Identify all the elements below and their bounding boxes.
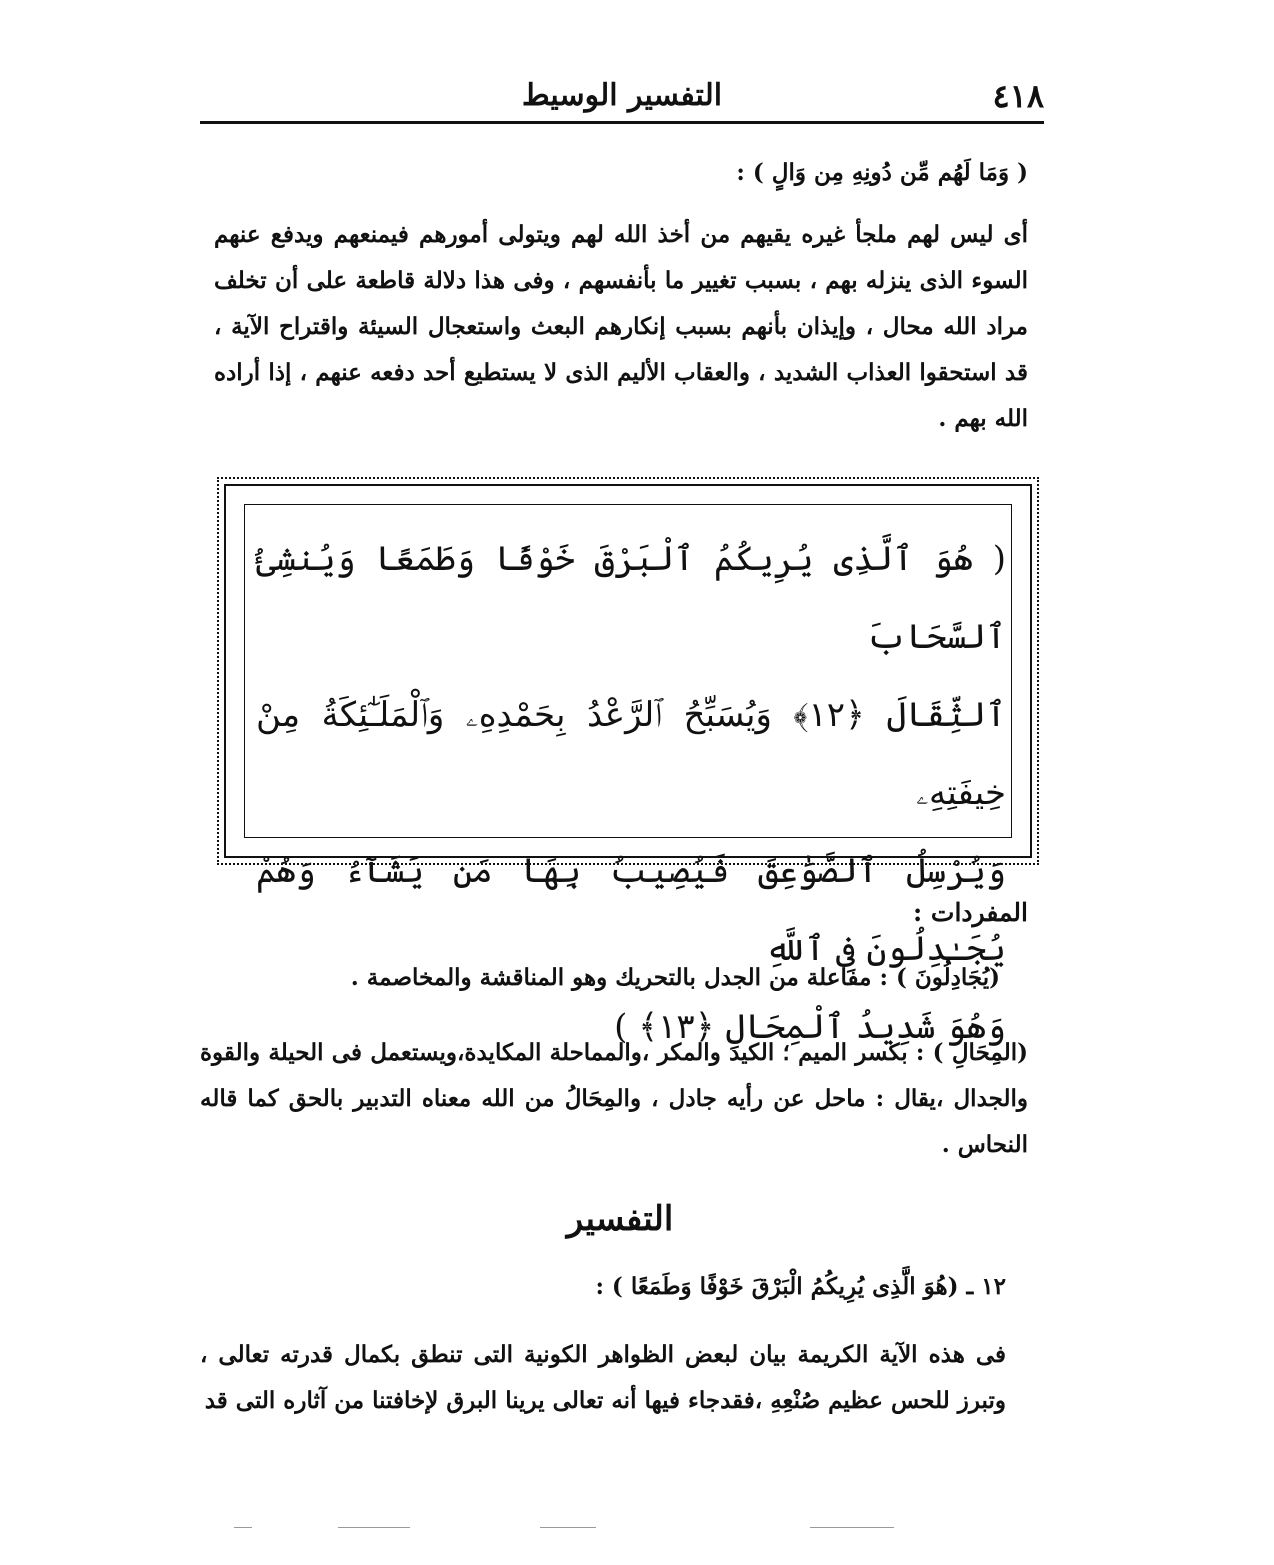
commentary-paragraph: أى ليس لهم ملجأ غيره يقيهم من أخذ الله لهم ويتولى أمورهم فيمنعهم ويدفع عنهم السوء الذى ينزله بهم ، بسبب تغيير ما بأنفسهم ، وفى هذا دلالة قاطعة على أن تخلف مراد الله محال ، وإيذان بأنهم بسبب إنكارهم البعث واستعجال السيئة واقتراح الآية ، قد استحقوا العذاب الشديد ، والعقاب الأليم الذى لا يستطيع أحد دفعه عنهم ، إذا أراده الله بهم .: [214, 221, 1028, 432]
tafsir-heading: التفسير: [566, 1199, 674, 1239]
commentary-quote: ( وَمَا لَهُم مِّن دُونِهِ مِن وَالٍ ) :: [736, 159, 1028, 186]
vocabulary-heading: المفردات :: [912, 898, 1028, 927]
vocabulary-item-mihal: (المِحَالِ ) : بكسر الميم ؛ الكيد والمكر ،والمماحلة المكايدة،ويستعمل فى الحيلة والقوة والجدال ،يقال : ماحل عن رأيه جادل ، والمِحَالُ من الله معناه التدبير بالحق كما قاله النحاس .: [200, 1039, 1028, 1158]
quran-line-3: وَيُرْسِلُ ٱلصَّوَٰعِقَ فَيُصِيبُ بِهَا مَن يَشَآءُ وَهُمْ يُجَـٰدِلُونَ فِى ٱللَّهِ: [256, 851, 1006, 969]
tafsir-paragraph: فى هذه الآية الكريمة بيان لبعض الظواهر الكونية التى تنطق بكمال قدرته تعالى ، وتبرز للحس عظيم صُنْعِهِ ،فقدجاء فيها أنه تعالى يرينا البرق لإخافتنا من آثاره التى قد: [200, 1341, 1006, 1414]
footer-rule: [540, 1527, 596, 1528]
footer-rule: [234, 1527, 252, 1528]
quran-line-4: وَهُوَ شَدِيدُ ٱلْمِحَالِ ﴿١٣﴾ ): [614, 1007, 1006, 1047]
quran-line-1: ( هُوَ ٱلَّذِى يُرِيكُمُ ٱلْبَرْقَ خَوْفًا وَطَمَعًا وَيُنشِئُ ٱلسَّحَابَ: [256, 539, 1006, 657]
quran-line-2: ٱلثِّقَالَ ﴿١٢﴾ وَيُسَبِّحُ ٱلرَّعْدُ بِحَمْدِهِۦ وَٱلْمَلَـٰٓئِكَةُ مِنْ خِيفَتِهِۦ: [256, 695, 1006, 813]
vocabulary-item-yujadilun: (يُجَادِلُونَ ) : مفاعلة من الجدل بالتحريك وهو المناقشة والمخاصمة .: [350, 964, 1000, 991]
footer-rule: [810, 1527, 894, 1528]
running-title: التفسير الوسيط: [521, 78, 723, 113]
tafsir-verse-ref: ١٢ ـ (هُوَ الَّذِى يُرِيكُمُ الْبَرْقَ خَوْفًا وَطَمَعًا ) :: [595, 1273, 1006, 1300]
page-number: ٤١٨: [992, 77, 1044, 115]
header-rule: [200, 121, 1044, 124]
footer-rule: [338, 1527, 410, 1528]
page-header: [200, 74, 1044, 118]
